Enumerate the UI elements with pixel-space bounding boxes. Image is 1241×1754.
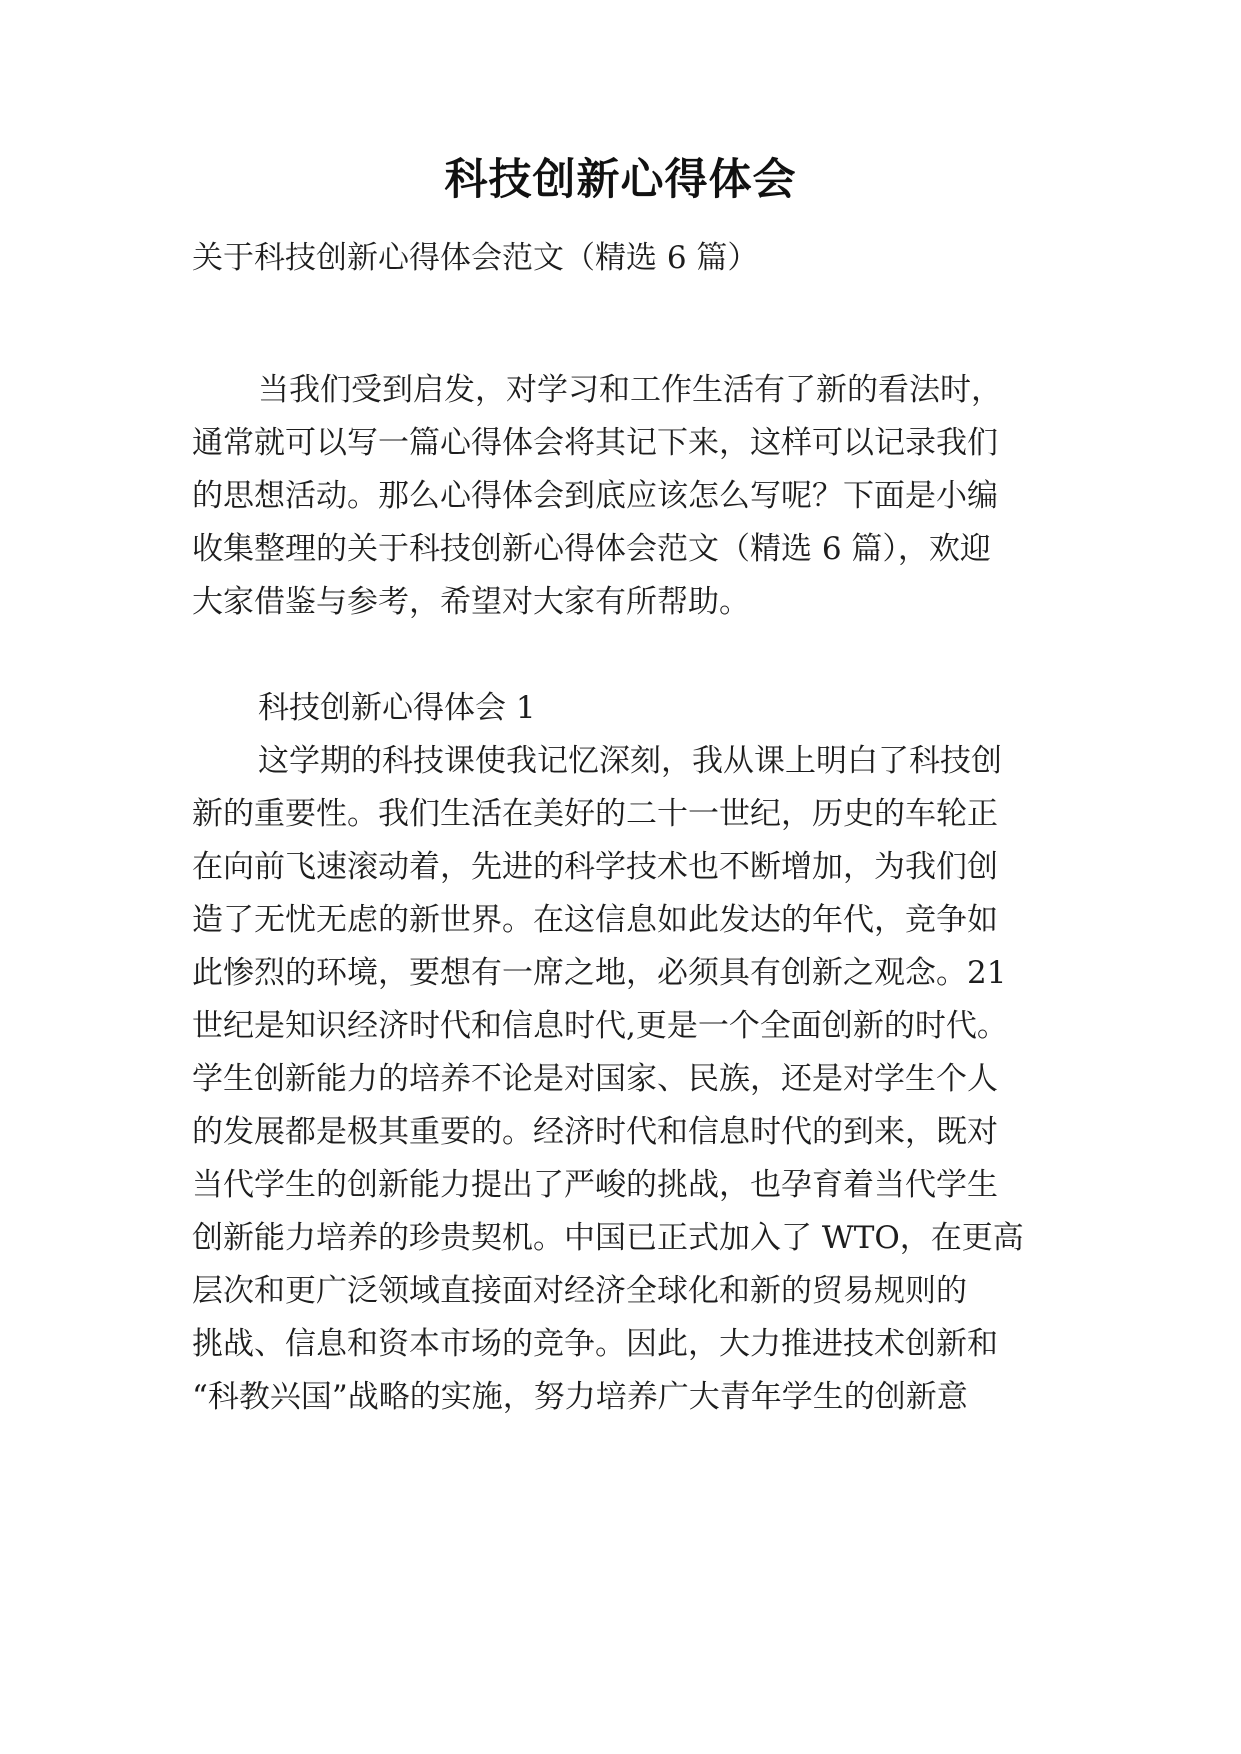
intro-line: 当我们受到启发，对学习和工作生活有了新的看法时， (258, 372, 1002, 408)
intro-line: 通常就可以写一篇心得体会将其记下来，这样可以记录我们 (192, 425, 998, 461)
section-line: 创新能力培养的珍贵契机。中国已正式加入了 WTO，在更高 (192, 1220, 1024, 1256)
section-line: 世纪是知识经济时代和信息时代,更是一个全面创新的时代。 (192, 1008, 1008, 1044)
section-line: 这学期的科技课使我记忆深刻，我从课上明白了科技创 (258, 743, 1002, 779)
section-line: 新的重要性。我们生活在美好的二十一世纪，历史的车轮正 (192, 796, 998, 832)
document-subtitle: 关于科技创新心得体会范文（精选 6 篇） (192, 240, 759, 276)
intro-line: 的思想活动。那么心得体会到底应该怎么写呢？下面是小编 (192, 478, 998, 514)
section-line: 挑战、信息和资本市场的竞争。因此，大力推进技术创新和 (192, 1326, 998, 1362)
intro-line: 收集整理的关于科技创新心得体会范文（精选 6 篇），欢迎 (192, 531, 991, 567)
section-line: 此惨烈的环境，要想有一席之地，必须具有创新之观念。21 (192, 955, 1007, 991)
section-line: 造了无忧无虑的新世界。在这信息如此发达的年代，竞争如 (192, 902, 998, 938)
document-title: 科技创新心得体会 (444, 155, 797, 205)
section-line: “科教兴国”战略的实施，努力培养广大青年学生的创新意 (192, 1379, 968, 1415)
section-line: 当代学生的创新能力提出了严峻的挑战，也孕育着当代学生 (192, 1167, 998, 1203)
section-heading: 科技创新心得体会 1 (258, 690, 536, 726)
intro-line: 大家借鉴与参考，希望对大家有所帮助。 (192, 584, 750, 620)
section-line: 在向前飞速滚动着，先进的科学技术也不断增加，为我们创 (192, 849, 998, 885)
section-line: 学生创新能力的培养不论是对国家、民族，还是对学生个人 (192, 1061, 998, 1097)
section-line: 的发展都是极其重要的。经济时代和信息时代的到来，既对 (192, 1114, 998, 1150)
section-line: 层次和更广泛领域直接面对经济全球化和新的贸易规则的 (192, 1273, 967, 1309)
